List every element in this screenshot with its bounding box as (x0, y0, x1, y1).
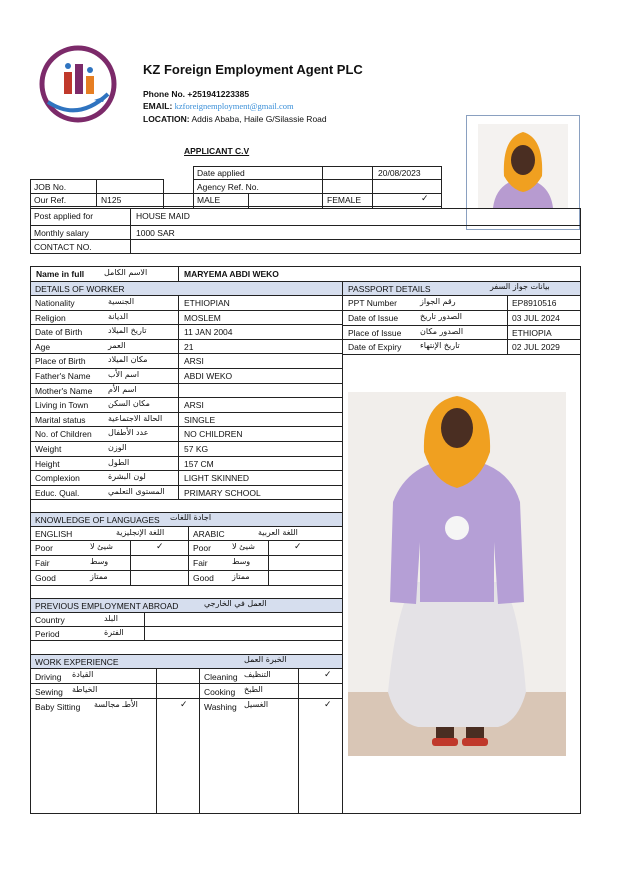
row-divider (30, 585, 342, 586)
work-right-label: Cleaning (204, 672, 238, 682)
row-divider (30, 499, 342, 500)
email-line (143, 101, 294, 111)
work-header-ar: الخبرة العمل (244, 655, 287, 664)
languages-header-ar: اجادة اللغات (170, 513, 212, 522)
work-right-check: ✓ (324, 670, 332, 680)
lang-level-en: Fair (35, 558, 50, 568)
row-divider (30, 412, 342, 413)
location-label: LOCATION: (143, 114, 190, 124)
location-line (143, 114, 327, 124)
phone-value: +251941223385 (187, 89, 250, 99)
passport-value: 02 JUL 2029 (512, 342, 560, 353)
detail-value: 21 (184, 341, 194, 352)
details-header: DETAILS OF WORKER (35, 284, 125, 294)
detail-label: Marital status (35, 414, 86, 425)
english-check: ✓ (156, 542, 164, 552)
detail-value: MOSLEM (184, 312, 221, 323)
detail-label-ar: عدد الأطفال (108, 428, 149, 438)
passport-label-ar: الصدور مكان (420, 326, 464, 336)
work-header: WORK EXPERIENCE (35, 657, 119, 667)
detail-label: Place of Birth (35, 356, 86, 367)
row-divider (30, 310, 342, 311)
detail-value: ARSI (184, 400, 204, 411)
detail-label-ar: مكان الميلاد (108, 355, 148, 365)
detail-label: Complexion (35, 473, 80, 484)
post-label: Post applied for (34, 211, 94, 221)
row-divider (30, 324, 342, 325)
name-value: MARYEMA ABDI WEKO (184, 269, 279, 279)
row-divider (30, 570, 342, 571)
passport-value: EP8910516 (512, 298, 557, 308)
detail-label: Date of Birth (35, 327, 83, 338)
detail-label-ar: تاريخ الميلاد (108, 326, 147, 336)
work-left-check: ✓ (180, 700, 188, 710)
detail-value: ABDI WEKO (184, 371, 233, 381)
email-link[interactable]: kzforeignemployment@gmail.com (174, 101, 294, 111)
row-divider (30, 441, 342, 442)
detail-label-ar: اسم الأم (108, 384, 137, 394)
detail-label-ar: الوزن (108, 443, 127, 452)
work-right-label: Cooking (204, 687, 236, 697)
arabic-label-ar: اللغة العربية (258, 528, 298, 537)
salary-value: 1000 SAR (136, 228, 175, 238)
contact-label: CONTACT NO. (34, 242, 92, 252)
lang-level-ar: Good (193, 573, 214, 583)
passport-value: 03 JUL 2024 (512, 312, 560, 323)
work-right-ar: الغسيل (244, 700, 269, 709)
passport-label: Date of Issue (348, 312, 399, 323)
passport-label: Place of Issue (348, 327, 402, 338)
detail-label: Mother's Name (35, 385, 93, 396)
name-label-ar: الاسم الكامل (104, 268, 148, 277)
row-divider (30, 555, 342, 556)
detail-label: No. of Children (35, 429, 92, 440)
row-divider (30, 383, 342, 384)
document-title: APPLICANT C.V (184, 146, 250, 156)
lang-level-ar-ar: وسط (232, 557, 251, 566)
passport-label-ar: الصدور تاريخ (420, 311, 462, 321)
passport-header-ar: بيانات جواز السفر (490, 282, 550, 291)
work-right-ar: التنظيف (244, 670, 271, 679)
languages-header: KNOWLEDGE OF LANGUAGES (35, 515, 160, 525)
row-divider (30, 470, 342, 471)
post-value: HOUSE MAID (136, 211, 190, 221)
row-divider (30, 485, 342, 486)
detail-label-ar: العمر (108, 340, 126, 350)
work-left-label: Baby Sitting (35, 702, 81, 712)
lang-level-ar-ar: شيئ لا (232, 542, 255, 551)
row-divider (342, 310, 581, 311)
passport-label-ar: رقم الجواز (420, 297, 456, 306)
detail-label-ar: المستوى التعلمي (108, 486, 165, 496)
our-ref-value: N125 (101, 195, 122, 205)
female-checkmark: ✓ (421, 194, 429, 204)
previous-header-ar: العمل في الخارجي (204, 599, 267, 608)
gender-female-label: FEMALE (327, 195, 362, 205)
our-ref-label: Our Ref. (34, 195, 67, 205)
work-left-label: Driving (35, 672, 62, 682)
previous-header: PREVIOUS EMPLOYMENT ABROAD (35, 601, 179, 611)
arabic-label: ARABIC (193, 529, 225, 539)
lang-level-en-ar: شيئ لا (90, 542, 113, 551)
lang-level-ar: Poor (193, 543, 211, 553)
detail-label: Educ. Qual. (35, 487, 80, 498)
period-label-ar: الفترة (104, 628, 124, 637)
detail-value: NO CHILDREN (184, 429, 243, 440)
detail-value: 157 CM (184, 458, 214, 469)
detail-label-ar: الجنسية (108, 297, 135, 306)
detail-label-ar: الديانة (108, 311, 129, 321)
detail-label-ar: مكان السكن (108, 399, 150, 409)
detail-value: PRIMARY SCHOOL (184, 487, 261, 498)
phone-line (143, 89, 249, 99)
detail-label: Religion (35, 312, 66, 323)
company-logo (38, 44, 118, 124)
country-label-ar: البلد (104, 614, 118, 623)
detail-value: SINGLE (184, 414, 216, 425)
english-label-ar: اللغة الإنجليزية (116, 528, 165, 537)
detail-value: ARSI (184, 356, 204, 367)
detail-label: Age (35, 341, 51, 352)
name-label: Name in full (36, 269, 85, 279)
applicant-photo-small (478, 124, 568, 208)
detail-label: Father's Name (35, 371, 91, 381)
company-name: KZ Foreign Employment Agent PLC (143, 62, 363, 77)
passport-label: PPT Number (348, 298, 397, 308)
lang-level-ar-ar: ممتاز (232, 572, 250, 581)
lang-level-ar: Fair (193, 558, 208, 568)
passport-label-ar: تاريخ الإنتهاء (420, 341, 460, 351)
detail-value: 11 JAN 2004 (184, 327, 233, 338)
detail-label: Weight (35, 444, 62, 454)
gender-male-label: MALE (197, 195, 221, 205)
date-applied-label: Date applied (197, 168, 245, 178)
location-value: Addis Ababa, Haile G/Silassie Road (191, 114, 327, 124)
detail-label-ar: الحالة الاجتماعية (108, 413, 163, 423)
lang-level-en-ar: ممتاز (90, 572, 108, 581)
row-divider (30, 353, 342, 354)
salary-label: Monthly salary (34, 228, 89, 238)
passport-label: Date of Expiry (348, 342, 402, 353)
country-label: Country (35, 615, 65, 625)
period-label: Period (35, 629, 60, 639)
work-right-check: ✓ (324, 700, 332, 710)
detail-label-ar: لون البشرة (108, 472, 146, 482)
agency-ref-label: Agency Ref. No. (197, 182, 259, 192)
detail-label: Nationality (35, 298, 75, 308)
detail-value: ETHIOPIAN (184, 298, 230, 308)
row-divider (30, 339, 342, 340)
email-label: EMAIL: (143, 101, 173, 111)
work-left-ar: الخياطة (72, 685, 98, 694)
work-right-ar: الطبخ (244, 685, 263, 694)
lang-level-en: Good (35, 573, 56, 583)
job-no-label: JOB No. (34, 182, 67, 192)
passport-header: PASSPORT DETAILS (348, 284, 431, 294)
passport-value: ETHIOPIA (512, 327, 552, 338)
row-divider (30, 397, 342, 398)
detail-label: Living in Town (35, 400, 89, 411)
work-left-ar: القيادة (72, 670, 94, 679)
lang-level-en-ar: وسط (90, 557, 109, 566)
detail-value: 57 KG (184, 444, 209, 454)
row-divider (342, 339, 581, 340)
lang-level-en: Poor (35, 543, 53, 553)
detail-value: LIGHT SKINNED (184, 473, 250, 484)
detail-label-ar: الطول (108, 457, 130, 467)
row-divider (30, 426, 342, 427)
english-label: ENGLISH (35, 529, 73, 539)
row-divider (342, 325, 581, 326)
detail-label: Height (35, 458, 60, 469)
work-left-label: Sewing (35, 687, 63, 697)
work-right-label: Washing (204, 702, 237, 712)
date-applied-value: 20/08/2023 (378, 168, 421, 178)
applicant-photo-full (348, 392, 566, 756)
arabic-check: ✓ (294, 542, 302, 552)
row-divider (30, 368, 342, 369)
row-divider (30, 456, 342, 457)
detail-label-ar: اسم الأب (108, 370, 140, 379)
phone-label: Phone No. (143, 89, 186, 99)
work-left-ar: الأطـ مجالسة (94, 700, 138, 709)
